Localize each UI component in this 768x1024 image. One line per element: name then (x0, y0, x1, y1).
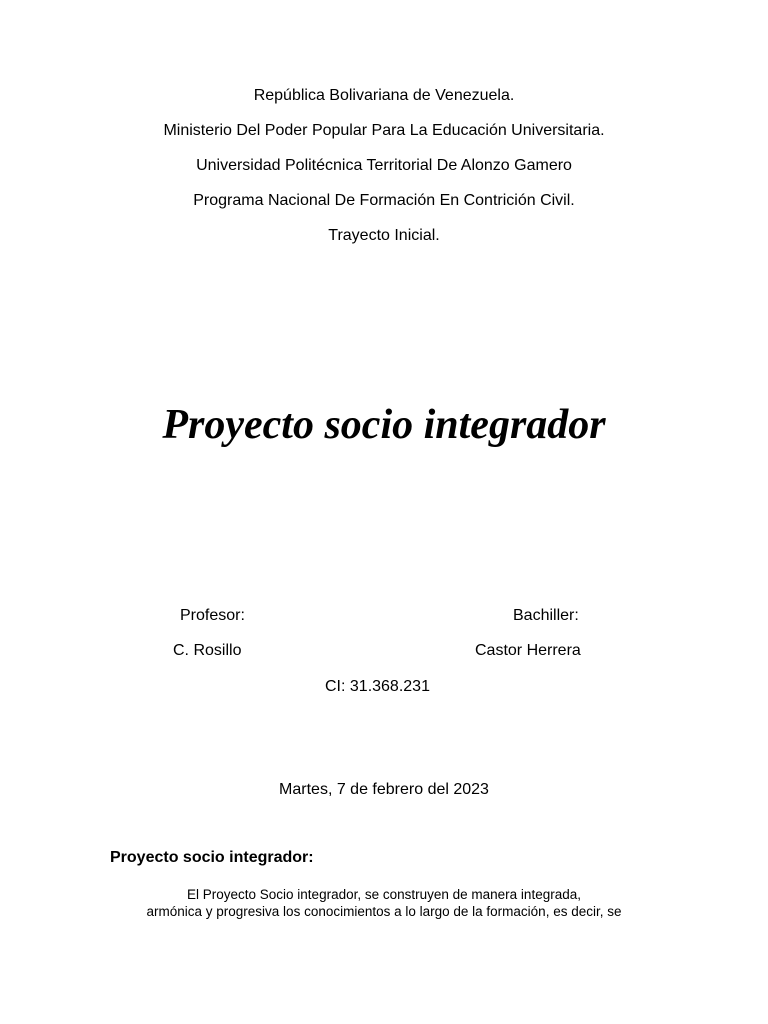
program-line: Programa Nacional De Formación En Contrición Civil. (193, 192, 575, 209)
university-line: Universidad Politécnica Territorial De Alonzo Gamero (196, 157, 572, 174)
document-title: Proyecto socio integrador (162, 402, 606, 448)
trayecto-line: Trayecto Inicial. (328, 227, 440, 244)
section-heading: Proyecto socio integrador: (110, 849, 314, 866)
paragraph-line-1: El Proyecto Socio integrador, se construyen de manera integrada, (187, 887, 581, 902)
republic-line: República Bolivariana de Venezuela. (253, 87, 515, 104)
professor-name: C. Rosillo (173, 642, 242, 659)
student-name: Castor Herrera (475, 642, 581, 659)
professor-label: Profesor: (180, 607, 245, 624)
student-id: CI: 31.368.231 (325, 678, 430, 695)
date-line: Martes, 7 de febrero del 2023 (279, 781, 489, 798)
ministry-line: Ministerio Del Poder Popular Para La Educación Universitaria. (163, 122, 605, 139)
paragraph-line-2: armónica y progresiva los conocimientos a lo largo de la formación, es decir, se (146, 904, 622, 919)
student-label: Bachiller: (513, 607, 579, 624)
